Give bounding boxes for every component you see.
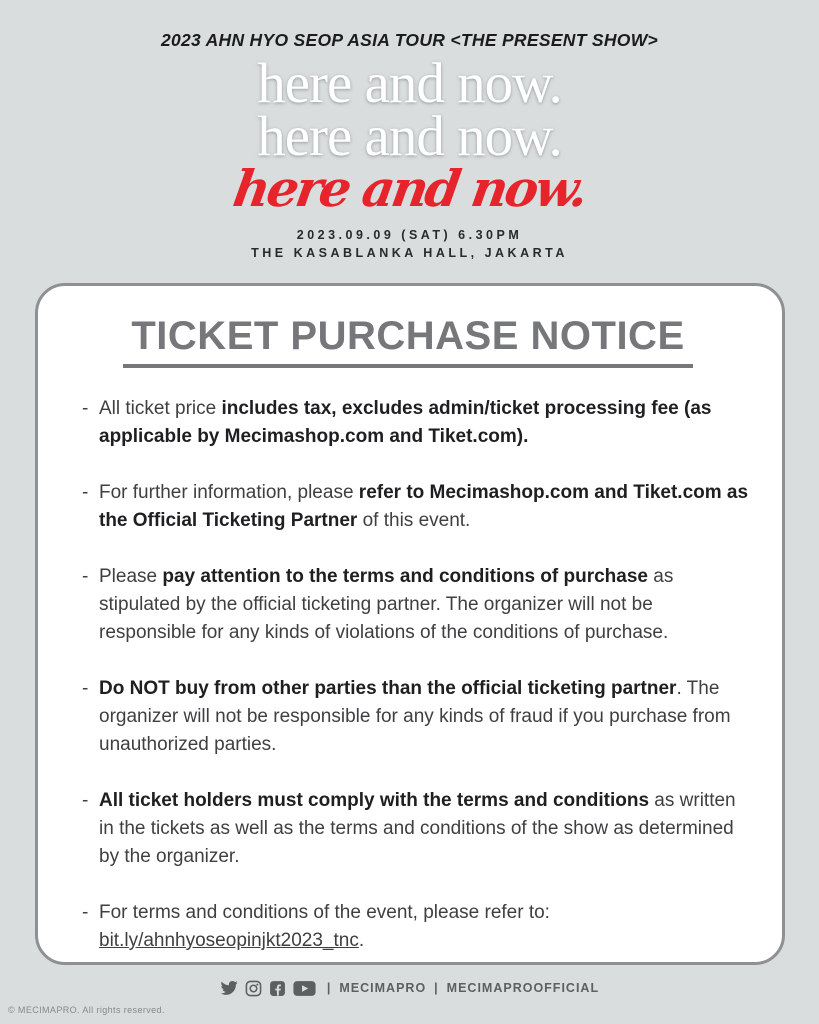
- bullet-dash: -: [82, 678, 89, 699]
- notice-text-bold: Do NOT buy from other parties than the official ticketing partner: [99, 678, 677, 699]
- instagram-icon[interactable]: [245, 980, 262, 997]
- notice-title: TICKET PURCHASE NOTICE: [123, 314, 692, 368]
- handle-secondary: MECIMAPROOFFICIAL: [446, 981, 600, 995]
- handle-primary: MECIMAPRO: [339, 981, 427, 995]
- notice-text: For terms and conditions of the event, please refer to:: [99, 902, 550, 923]
- notice-text: Please: [99, 566, 163, 587]
- logo-line-3-red: here and now.: [229, 159, 590, 218]
- copyright-text: © MECIMAPRO. All rights reserved.: [8, 1005, 165, 1015]
- tnc-link[interactable]: bit.ly/ahnhyoseopinjkt2023_tnc: [99, 930, 359, 951]
- notice-text: as written in the tickets as well as the terms and conditions of the show as determined by the organizer.: [99, 790, 736, 867]
- logo-line-1: here and now.: [257, 52, 562, 115]
- bullet-dash: -: [82, 398, 89, 419]
- notice-text: as stipulated by the official ticketing partner. The organizer will not be responsible for any kinds of violations of the conditions of purchase.: [99, 566, 674, 643]
- notice-text-bold: All ticket holders must comply with the terms and conditions: [99, 790, 650, 811]
- bullet-dash: -: [82, 790, 89, 811]
- event-datetime: 2023.09.09 (SAT) 6.30PM: [296, 228, 523, 242]
- notice-text: All ticket price: [99, 398, 222, 419]
- notice-text-bold: pay attention to the terms and conditions of purchase: [162, 566, 648, 587]
- bullet-dash: -: [82, 482, 89, 503]
- footer-separator-2: |: [434, 981, 439, 995]
- notice-item-text: [99, 899, 550, 955]
- notice-text: of this event.: [357, 510, 471, 531]
- notice-item: [82, 675, 754, 759]
- logo-line-2: here and now.: [257, 105, 562, 168]
- notice-item-text: [99, 479, 754, 535]
- notice-text-bold: includes tax, excludes admin/ticket processing fee (as applicable by Mecimashop.com and Tiket.com).: [99, 398, 712, 447]
- facebook-icon[interactable]: [269, 980, 286, 997]
- notice-text: .: [358, 930, 365, 951]
- notice-text: For further information, please: [99, 482, 359, 503]
- footer-handles: [327, 981, 599, 995]
- social-bar: [0, 979, 819, 997]
- tour-title: 2023 AHN HYO SEOP ASIA TOUR <THE PRESENT SHOW>: [160, 30, 659, 50]
- notice-list: [62, 395, 754, 955]
- notice-item: [82, 563, 754, 647]
- bullet-dash: -: [82, 902, 89, 923]
- notice-item-text: [99, 563, 754, 647]
- notice-item-text: [99, 675, 754, 759]
- ticket-notice-card: [35, 283, 785, 965]
- notice-item: [82, 479, 754, 535]
- event-venue: THE KASABLANKA HALL, JAKARTA: [251, 246, 568, 260]
- notice-item: [82, 787, 754, 871]
- notice-text-bold: refer to Mecimashop.com and Tiket.com as the Official Ticketing Partner: [99, 482, 749, 531]
- notice-item-text: [99, 787, 754, 871]
- notice-item: [82, 899, 754, 955]
- notice-text: . The organizer will not be responsible for any kinds of fraud if you purchase from unauthorized parties.: [99, 678, 731, 755]
- footer-separator: |: [326, 981, 332, 995]
- bullet-dash: -: [82, 566, 89, 587]
- event-logo: [0, 52, 819, 218]
- notice-item: [82, 395, 754, 451]
- notice-item-text: [99, 395, 754, 451]
- youtube-icon[interactable]: [293, 980, 316, 997]
- twitter-icon[interactable]: [220, 979, 238, 997]
